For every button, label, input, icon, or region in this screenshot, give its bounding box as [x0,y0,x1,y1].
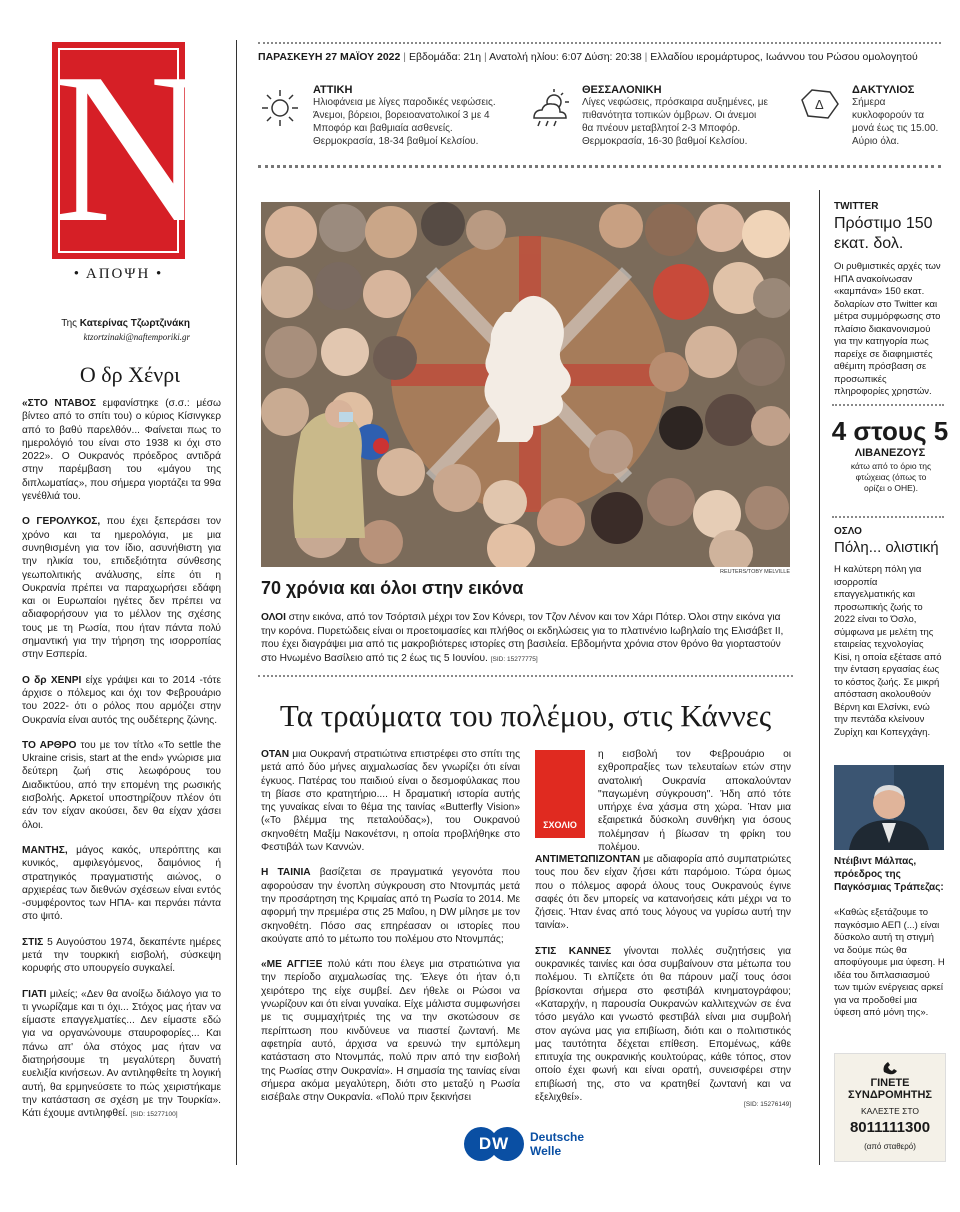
photo-story-text [261,611,791,666]
lead-word: Ο δρ ΧΕΝΡΙ [22,674,82,686]
subscribe-line-1: ΓΙΝΕΤΕ [870,1077,910,1089]
newspaper-logo [52,28,208,267]
paragraph [261,748,520,854]
subscribe-box[interactable] [834,1053,946,1162]
subscribe-line-2: ΣΥΝΔΡΟΜΗΤΗΣ [847,1089,933,1101]
weather-divider [258,165,941,168]
lead-word: ΤΟ ΑΡΘΡΟ [22,739,77,751]
dw-name-1: Deutsche [530,1130,585,1144]
paragraph [22,515,221,661]
lead-word: ΟΤΑΝ [261,749,290,760]
weather-text: Σήμερα κυκλοφορούν τα μονά έως τις 15.00. Αύριο όλα. [852,97,939,147]
author-name: Κατερίνας Τζωρτζινάκη [79,318,190,329]
oslo-text: Η καλύτερη πόλη για ισορροπία επαγγελματικής και προσωπικής ζωής το 2022 είναι το Όσλο, σύμφωνα με μελέτη της εταιρείας τεχνολογίας Kisi, η οποία εξέτασε από την ένταση εργασίας έως το κόστος ζωής. Σε μικρή απόσταση ακολουθούν Βέρνη και Ελσίνκι, ενώ την πεντάδα κλείνουν Ζυρίχη και Κοπεγχάγη. [834,564,942,738]
weather-title: ΔΑΚΤΥΛΙΟΣ [852,84,915,96]
weather-ring [852,84,942,148]
paragraph-text: βασίζεται σε πραγματικά γεγονότα που αφορούσαν την ένοπλη σύγκρουση στο Ντονμπάς μετά την προσάρτηση της Κριμαίας από τη Ρωσία το 2014. Με αφορμή την πρεμιέρα στις 25 Μαΐου, η DW μίλησε με τον σκηνοθέτη. Πόσο σας επηρέασαν οι ιστορίες που ακούγατε από το μέτωπο του πολέμου στο Ντονμπάς; [261,867,521,945]
lead-word: ΟΛΟΙ [261,612,286,623]
paragraph-text: μάγος κακός, υπερόπτης και κυνικός, αμφιλεγόμενος, δαιμόνιος ή στρατηγικός πραγματιστής αιώνος, ο αρχιερέας των διεθνών σχέσεων είναι εντός -συμφέροντος των ΗΠΑ- και περνάει πάντα στο ψιτό. [22,844,221,923]
scholio-label: ΣΧΟΛΙΟ [543,820,577,830]
opinion-body [22,397,221,1122]
weather-thessaloniki [582,84,770,148]
paragraph-text: με αδιαφορία από συμπατριώτες τους που δεν είχαν ζήσει κάτι παρόμοιο. Τώρα όμως που ο πόλεμος αφορά όλους τους Ουκρανούς έγινε σαφές ότι δεν μπορείς να κατανοήσεις κάτι μέχρι να το ζήσεις. Ήταν ένας από τους λόγους να γυρίσω αυτή την ταινία». [535,854,791,932]
date: ΠΑΡΑΣΚΕΥΗ 27 ΜΑΪΟΥ 2022 [258,51,401,63]
oslo-title: Πόλη... ολιστική [834,539,939,556]
paragraph [22,397,221,503]
lead-word: «ΜΕ ΑΓΓΙΞΕ [261,959,323,971]
subscribe-call: ΚΑΛΕΣΤΕ ΣΤΟ [860,1106,920,1116]
paragraph [22,674,221,727]
subscribe-phone[interactable]: 8011111300 [849,1119,931,1136]
sun-icon [260,88,300,128]
article-column-1 [261,748,520,1104]
lebanon-text: κάτω από το όριο της φτώχειας (όπως το ορίζει ο ΟΗΕ). [850,461,932,493]
weather-title: ΑΤΤΙΚΗ [313,84,353,96]
weather-title: ΘΕΣΣΑΛΟΝΙΚΗ [582,84,662,96]
paragraph [22,988,221,1122]
phone-icon [881,1058,899,1076]
paragraph [22,739,221,832]
story-divider [258,675,793,677]
paragraph [261,866,520,946]
dw-mark: DW [478,1134,510,1153]
paragraph-text: πολύ κάτι που έλεγε μια στρατιώτινα για την περίοδο αιχμαλωσίας της. Έλεγε ότι ήταν ό,τι χειρότερο της είχε συμβεί. Δεν ήθελε οι Ρώσοι να γνωρίζουν και ότι είναι γυναίκα. Είχε μάλιστα συμφωνήσει με τις συμμαχήτριές της να την σκοτώσουν σε περίπτωση που κινδύνευε να πιαστεί ζωντανή. Με αφετηρία αυτό, άρχισα να ερευνώ την εμπόλεμη κατάσταση στο Ντονμπάς, πολύ πριν από την εισβολή της Ρωσίας στην Ουκρανία». Η σημασία της ταινίας είναι σήμερα ακόμα μεγαλύτερη, διότι στο μεταξύ η Ρωσία εισέβαλε στην Ουκρανία. «Πολύ πριν ξεκινήσει [261,959,520,1104]
lead-word: ΣΤΙΣ ΚΑΝΝΕΣ [535,945,612,957]
section-label: • ΑΠΟΨΗ • [73,266,164,282]
oslo-section-label: ΟΣΛΟ [834,526,862,537]
weather-text: Ηλιοφάνεια με λίγες παροδικές νεφώσεις. Άνεμοι, βόρειοι, βορειοανατολικοί 3 με 4 Μποφόρ και βαθμιαία ασθενείς. Θερμοκρασία, 18-34 βαθμοί Κελσίου. [313,97,496,147]
column-rule-right [819,190,820,1165]
lead-word: ΜΑΝΤΗΣ, [22,844,68,856]
byline [50,318,190,329]
scholio-badge [535,750,585,838]
malpass-photo [834,765,944,850]
weather-attica [313,84,513,148]
sun-times: Ανατολή ηλίου: 6:07 Δύση: 20:38 [489,51,642,63]
paragraph-text: μιλείς; «Δεν θα ανοίξω διάλογο για το τι γνωρίζαμε και τι όχι... Στόχος μας ήταν να είμαστε επαγγελματίες... Δεν είμαστε εδώ για να οργανώνουμε σταυροφορίες... Και πάνω απ' όλα στόχος μας ήταν να διατηρήσουμε τη μεγαλύτερη δυνατή ευελιξία κινήσεων. Αν αντιληφθείτε τη λογική αυτή, θα ερμηνεύσετε το πώς χειριστήκαμε την κατάσταση σε σχέση με την Τουρκία». Κάτι έχουμε αντιληφθεί. [22,988,221,1120]
paragraph-text: μια Ουκρανή στρατιώτινα επιστρέφει στο σπίτι της μετά από δύο μήνες αιχμαλωσίας δεν γνωρίζει ότι είναι έγκυος. Πατέρας του παιδιού είναι ο δεσμοφύλακας που τη βίασε στο κρατητήριο.... Η δραματική ιστορία αυτής της γυναίκας είναι το θέμα της ταινίας «Butterfly Vision» («Το βλέμμα της πεταλούδας»), του Ουκρανού σκηνοθέτη Μαξίμ Νακονέτσνι, η οποία προβλήθηκε στο Φεστιβάλ των Καννών. [261,749,520,854]
name-days: Ελλαδίου ιερομάρτυρος, Ιωάννου του Ρώσου ομολογητού [650,51,918,63]
sid-code: [SID: 15277775] [490,655,538,663]
column-rule-left [236,40,237,1165]
lead-word: ΑΝΤΙΜΕΤΩΠΙΖΟΝΤΑΝ [535,854,641,865]
paragraph-text: εμφανίστηκε (σ.σ.: μέσω βίντεο από το σπίτι του) ο κύριος Κίσινγκερ από το βαθύ παρελθόν... Φαίνεται πως το ημερολόγιό του είναι στο 1938 κι όχι στο 2022». Ο Ουκρανός πρόεδρος αντιδρά στην παρέμβαση του «μάγου της διπλωματίας», που σήμερα γιορτάζει τα 99α γενέθλιά του. [22,398,221,503]
twitter-title: Πρόστιμο 150 εκατ. δολ. [834,215,933,252]
photo-credit: REUTERS/TOBY MELVILLE [720,569,790,575]
article-headline: Τα τραύματα του πολέμου, στις Κάννες [279,698,772,733]
article-sid: [SID: 15276149] [744,1101,791,1108]
lead-word: «ΣΤΟ ΝΤΑΒΟΣ [22,398,96,409]
week-number: Εβδομάδα: 21η [408,51,482,63]
logo-letter: N [52,28,208,267]
byline-prefix: Της [61,318,80,329]
paragraph-text: είχε γράψει και το 2014 -τότε άρχισε ο πόλεμος και όχι τον Φεβρουάριο του 2022- ότι ο ρόλος που αρμόζει στην Ουκρανία είναι αυτός της ουδέτερης ζώνης. [22,674,221,726]
malpass-caption: Ντέιβιντ Μάλπας, πρόεδρος της Παγκόσμιας Τράπεζας: [834,856,944,893]
paragraph-text: γίνονται πολλές συζητήσεις για ουκρανικές ταινίες και όσα συμβαίνουν στα μέτωπα του πολέμου. Τι ελπίζετε ότι θα πάρουν μαζί τους όσοι βρίσκονται σήμερα στο φεστιβάλ κινηματογράφου; «Καταρχήν, η παρουσία Ουκρανών καλλιτεχνών σε ένα τόσο μεγάλο και γνωστό φεστιβάλ είναι μια συμβολή στον αγώνα μας για επιβίωση, διότι και ο πολιτιστικός μας ταυτότητα δέχεται επίθεση. Επομένως, κάθε επιτυχία της ουκρανικής κουλτούρας, κάθε τόπος, στον οποίο έχει φωνή και είναι ορατή, συνεισφέρει στην επιβίωσή της, στο να κρατηθεί ζωντανή και να εξελιχθεί». [535,945,791,1104]
dw-logo [462,1125,602,1163]
opinion-title: Ο δρ Χένρι [79,362,181,387]
paragraph [261,958,520,1104]
malpass-quote: «Καθώς εξετάζουμε το παγκόσμιο ΑΕΠ (...) είναι δύσκολο αυτή τη στιγμή να δούμε πώς θα αποφύγουμε μια ύφεση. Η ιδέα του διπλασιασμού των τιμών ενέργειας αρκεί για να προδοθεί μια ύφεση από μόνη της». [834,907,945,1018]
lebanon-label: ΛΙΒΑΝΕΖΟΥΣ [854,447,926,459]
lead-word: ΓΙΑΤΙ [22,988,47,1000]
photo-story-title: 70 χρόνια και όλοι στην εικόνα [261,578,524,598]
twitter-section-label: TWITTER [834,201,879,212]
cloud-sun-icon [528,88,572,128]
paragraph [535,945,791,1105]
twitter-text: Οι ρυθμιστικές αρχές των ΗΠΑ ανακοίνωσαν «καμπάνα» 150 εκατ. δολαρίων στο Twitter και μέτρα συμμόρφωσης στο πλαίσιο διακανονισμού για την κατηγορία πως παρείχε σε διαφημιστές αθέμιτη πρόσβαση σε προσωπικές πληροφορίες χρηστών. [834,261,941,397]
lead-word: ΣΤΙΣ [22,936,44,948]
lead-word: Η ΤΑΙΝΙΑ [261,867,311,879]
svg-text:Δ: Δ [815,97,824,112]
lead-word: Ο ΓΕΡΟΛΥΚΟΣ, [22,516,101,528]
sidebar-divider-2 [832,516,944,518]
body-text: στην εικόνα, από τον Τσόρτσιλ μέχρι τον Σον Κόνερι, τον Τζον Λένον και τον Χάρι Πότερ. Όλοι στην εικόνα για την κορόνα. Πυρετώδεις είναι οι προετοιμασίες και πλήθος οι εκδηλώσεις για το πλατινένιο Ιωβηλαίο της Ελισάβετ ΙΙ, που έχει διαγράψει μια από τις μακροβιότερες ιστορίες στη βασιλεία. Εβδομήντα χρόνια στον θρόνο θα γιορταστούν στο Ηνωμένο Βασίλειο από τις 2 έως τις 5 Ιουνίου. [261,612,784,664]
dw-name-2: Welle [530,1144,562,1158]
paragraph [535,853,791,933]
paragraph-text: του με τον τίτλο «To settle the Ukraine crisis, start at the end» γνώρισε μια δεύτερη ζωή στις λεωφόρους του Διαδικτύου, από την επομένη της ρωσικής εισβολής. Αρκετοί υποστηρίζουν πλέον ότι εάν τον είχαν ακούσει, δεν θα είχαν χάσει όλοι. [22,739,221,831]
dateline: ΠΑΡΑΣΚΕΥΗ 27 ΜΑΪΟΥ 2022 | Εβδομάδα: 21η | Ανατολή ηλίου: 6:07 Δύση: 20:38 | Ελλαδίου ιερομάρτυρος, Ιωάννου του Ρώσου ομολογητού [258,51,918,63]
sidebar-divider-1 [832,404,944,406]
lebanon-stat: 4 στους 5 [831,416,949,446]
article-column-2 [535,853,791,1104]
article-column-2-intro: η εισβολή τον Φεβρουάριο οι εχθροπραξίες των τελευταίων ετών στην ανατολική Ουκρανία αποκαλούνταν "παγωμένη σύγκρουση". Ήδη από τότε υπήρχε ένα χάσμα στη χώρα. Ήταν μια εξαιρετικά δύσκολη συνθήκη για όσους πολέμησαν ή βίωσαν τη φρίκη του πολέμου. [598,749,791,854]
jubilee-collage-photo [261,202,790,567]
weather-text: Λίγες νεφώσεις, πρόσκαιρα αυξημένες, με πιθανότητα τοπικών όμβρων. Οι άνεμοι θα πνέουν μεταβλητοί 2-3 Μποφόρ. Θερμοκρασία, 16-30 βαθμοί Κελσίου. [582,97,768,147]
author-email[interactable]: ktzortzinaki@naftemporiki.gr [83,332,190,342]
paragraph-text: 5 Αυγούστου 1974, δεκαπέντε ημέρες μετά την τουρκική εισβολή, σύσκεψη κορυφής στο υπουργείο συγκαλεί. [22,936,221,975]
traffic-ring-icon [798,86,842,122]
paragraph [22,936,221,976]
subscribe-note: (από σταθερό) [864,1142,916,1151]
top-divider [258,42,941,44]
paragraph-text: που έχει ξεπεράσει τον χρόνο και τα ημερολόγια, με μια συνηθισμένη για τον ίδιο, ασυνήθιστη για την ηλικία του, επιδεξιότητα σύνθεσης γεωπολιτικής ανάλυσης, είπε ότι η Ουκρανία πρέπει να παραχωρήσει εδάφη και οι Ευρωπαίοι ηγέτες δεν πρέπει να αδιαφορήσουν για το μέλλον της σχέσης τους με τη Ρωσία, που ήταν πάντα πολύ σημαντική για την τήρηση της ισορροπίας στην Εσπερία. [22,516,221,661]
paragraph [22,844,221,924]
sid-code: [SID: 15277100] [130,1111,178,1119]
